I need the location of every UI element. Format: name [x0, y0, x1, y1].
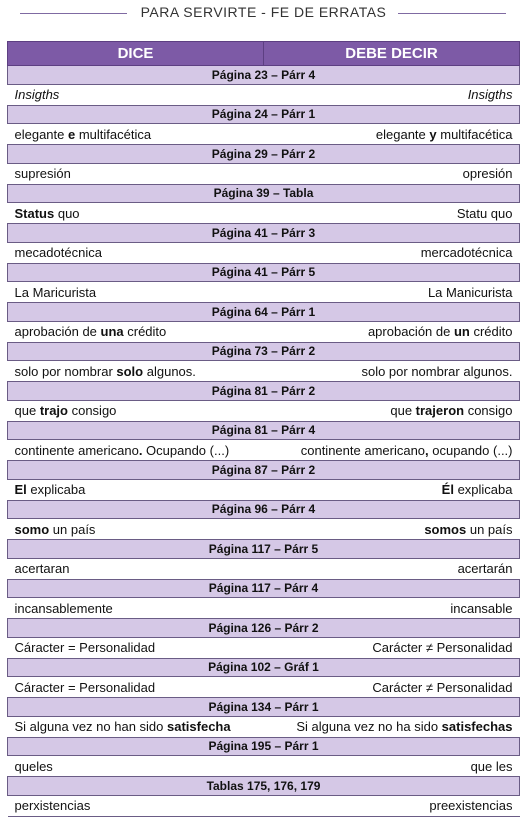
debe-decir-cell [264, 361, 520, 382]
document-header [0, 0, 527, 30]
text-run: ocupando (...) [428, 442, 513, 458]
errata-row [8, 558, 520, 579]
section-header-row [8, 184, 520, 203]
errata-row [8, 321, 520, 342]
text-run: que [390, 403, 416, 418]
column-header-row [8, 42, 520, 66]
text-run: perxistencias [14, 798, 91, 813]
debe-decir-cell [264, 440, 520, 461]
debe-decir-cell [264, 282, 520, 303]
section-reference: Página 117 – Párr 4 [8, 579, 520, 598]
section-reference: Página 87 – Párr 2 [8, 461, 520, 480]
text-run: continente americano [300, 442, 426, 458]
dice-cell [8, 163, 264, 184]
column-header-debe-decir: DEBE DECIR [264, 42, 520, 66]
errata-row [8, 242, 520, 263]
text-run: solo por nombrar algunos. [361, 363, 513, 379]
debe-decir-cell [264, 795, 520, 816]
text-run: que [14, 403, 40, 418]
text-run: Insigths [467, 87, 513, 102]
header-rule-right [398, 13, 506, 14]
text-run: acertaran [14, 561, 70, 576]
section-reference: Página 73 – Párr 2 [8, 342, 520, 361]
text-run: aprobación de [367, 324, 454, 339]
corrected-word: satisfechas [441, 719, 513, 734]
dice-cell [8, 756, 264, 777]
text-run: incansablemente [14, 600, 113, 616]
section-header-row [8, 737, 520, 756]
corrected-word: somo [14, 521, 50, 537]
corrected-word: solo [116, 363, 144, 379]
debe-decir-cell [264, 479, 520, 500]
errata-row [8, 282, 520, 303]
debe-decir-cell [264, 716, 520, 737]
section-header-row [8, 579, 520, 598]
dice-cell [8, 440, 264, 461]
section-header-row [8, 263, 520, 282]
corrected-word: . [138, 442, 143, 458]
debe-decir-cell [264, 321, 520, 342]
errata-row [8, 716, 520, 737]
section-header-row [8, 500, 520, 519]
text-run: Ocupando (...) [142, 442, 230, 458]
dice-cell [8, 242, 264, 263]
section-header-row [8, 540, 520, 559]
section-header-row [8, 777, 520, 796]
corrected-word: , [425, 442, 429, 458]
dice-cell [8, 282, 264, 303]
section-header-row [8, 105, 520, 124]
text-run: solo por nombrar [14, 363, 117, 379]
dice-cell [8, 321, 264, 342]
section-header-row [8, 382, 520, 401]
text-run: acertarán [457, 561, 513, 576]
section-header-row [8, 66, 520, 85]
errata-row [8, 440, 520, 461]
text-run: algunos. [143, 363, 196, 379]
section-reference: Página 81 – Párr 2 [8, 382, 520, 401]
section-header-row [8, 421, 520, 440]
text-run: La Manicurista [427, 284, 513, 300]
errata-row [8, 637, 520, 658]
text-run: que les [470, 758, 513, 774]
dice-cell [8, 361, 264, 382]
section-reference: Página 102 – Gráf 1 [8, 658, 520, 677]
corrected-word: un [453, 324, 470, 339]
text-run: crédito [469, 324, 513, 339]
errata-row [8, 163, 520, 184]
debe-decir-cell [264, 84, 520, 105]
errata-row [8, 598, 520, 619]
text-run: Carácter ≠ Personalidad [372, 679, 513, 695]
corrected-word: somos [424, 521, 467, 537]
corrected-word: Status [14, 205, 55, 221]
text-run: crédito [123, 324, 167, 339]
text-run: elegante [14, 126, 68, 142]
text-run: multifacética [436, 126, 513, 142]
section-header-row [8, 658, 520, 677]
errata-row [8, 795, 520, 816]
text-run: explicaba [26, 482, 86, 497]
corrected-word: El [14, 482, 27, 497]
corrected-word: y [429, 126, 437, 142]
debe-decir-cell [264, 598, 520, 619]
text-run: supresión [14, 166, 71, 181]
text-run: Carácter ≠ Personalidad [372, 640, 513, 655]
debe-decir-cell [264, 163, 520, 184]
section-reference: Página 41 – Párr 5 [8, 263, 520, 282]
section-reference: Página 29 – Párr 2 [8, 145, 520, 164]
section-reference: Página 117 – Párr 5 [8, 540, 520, 559]
dice-cell [8, 795, 264, 816]
text-run: Si alguna vez no han sido [14, 719, 167, 734]
dice-cell [8, 124, 264, 145]
text-run: Statu quo [456, 205, 513, 221]
text-run: continente americano [14, 442, 139, 458]
text-run: La Maricurista [14, 284, 97, 300]
text-run: un país [49, 521, 96, 537]
errata-row [8, 756, 520, 777]
dice-cell [8, 84, 264, 105]
dice-cell [8, 677, 264, 698]
text-run: multifacética [75, 126, 152, 142]
dice-cell [8, 400, 264, 421]
section-reference: Página 81 – Párr 4 [8, 421, 520, 440]
corrected-word: satisfecha [167, 719, 231, 734]
corrected-word: una [100, 324, 124, 339]
text-run: aprobación de [14, 324, 101, 339]
section-reference: Página 64 – Párr 1 [8, 303, 520, 322]
section-header-row [8, 461, 520, 480]
errata-row [8, 361, 520, 382]
debe-decir-cell [264, 124, 520, 145]
dice-cell [8, 558, 264, 579]
text-run: Cáracter = Personalidad [14, 679, 156, 695]
errata-row [8, 203, 520, 224]
section-reference: Página 195 – Párr 1 [8, 737, 520, 756]
errata-row [8, 84, 520, 105]
section-header-row [8, 224, 520, 243]
text-run: incansable [450, 600, 513, 616]
debe-decir-cell [264, 756, 520, 777]
dice-cell [8, 637, 264, 658]
text-run: consigo [464, 403, 513, 418]
dice-cell [8, 203, 264, 224]
debe-decir-cell [264, 519, 520, 540]
page-title: PARA SERVIRTE - FE DE ERRATAS [140, 4, 387, 20]
section-header-row [8, 145, 520, 164]
text-run: elegante [375, 126, 430, 142]
errata-row [8, 400, 520, 421]
text-run: consigo [67, 403, 117, 418]
section-header-row [8, 303, 520, 322]
dice-cell [8, 716, 264, 737]
debe-decir-cell [264, 400, 520, 421]
corrected-word: e [68, 126, 76, 142]
errata-row [8, 124, 520, 145]
text-run: queles [14, 758, 53, 774]
errata-row [8, 479, 520, 500]
text-run: mecadotécnica [14, 245, 102, 260]
section-header-row [8, 342, 520, 361]
corrected-word: Él [441, 482, 454, 497]
text-run: preexistencias [429, 798, 513, 813]
dice-cell [8, 479, 264, 500]
section-reference: Página 134 – Párr 1 [8, 698, 520, 717]
section-reference: Tablas 175, 176, 179 [8, 777, 520, 796]
section-header-row [8, 619, 520, 638]
text-run: mercadotécnica [420, 245, 513, 260]
debe-decir-cell [264, 203, 520, 224]
text-run: Si alguna vez no ha sido [296, 719, 442, 734]
debe-decir-cell [264, 242, 520, 263]
section-header-row [8, 698, 520, 717]
column-header-dice: DICE [8, 42, 264, 66]
debe-decir-cell [264, 558, 520, 579]
text-run: Insigths [14, 87, 60, 102]
debe-decir-cell [264, 677, 520, 698]
text-run: opresión [462, 166, 513, 181]
section-reference: Página 126 – Párr 2 [8, 619, 520, 638]
errata-table [7, 41, 520, 817]
errata-row [8, 519, 520, 540]
text-run: un país [466, 521, 513, 537]
debe-decir-cell [264, 637, 520, 658]
text-run: explicaba [453, 482, 513, 497]
section-reference: Página 39 – Tabla [8, 184, 520, 203]
errata-row [8, 677, 520, 698]
errata-body [8, 66, 520, 817]
section-reference: Página 24 – Párr 1 [8, 105, 520, 124]
corrected-word: trajo [39, 403, 68, 418]
section-reference: Página 96 – Párr 4 [8, 500, 520, 519]
text-run: Cáracter = Personalidad [14, 640, 156, 655]
corrected-word: trajeron [415, 403, 465, 418]
text-run: quo [54, 205, 80, 221]
section-reference: Página 23 – Párr 4 [8, 66, 520, 85]
section-reference: Página 41 – Párr 3 [8, 224, 520, 243]
dice-cell [8, 598, 264, 619]
dice-cell [8, 519, 264, 540]
